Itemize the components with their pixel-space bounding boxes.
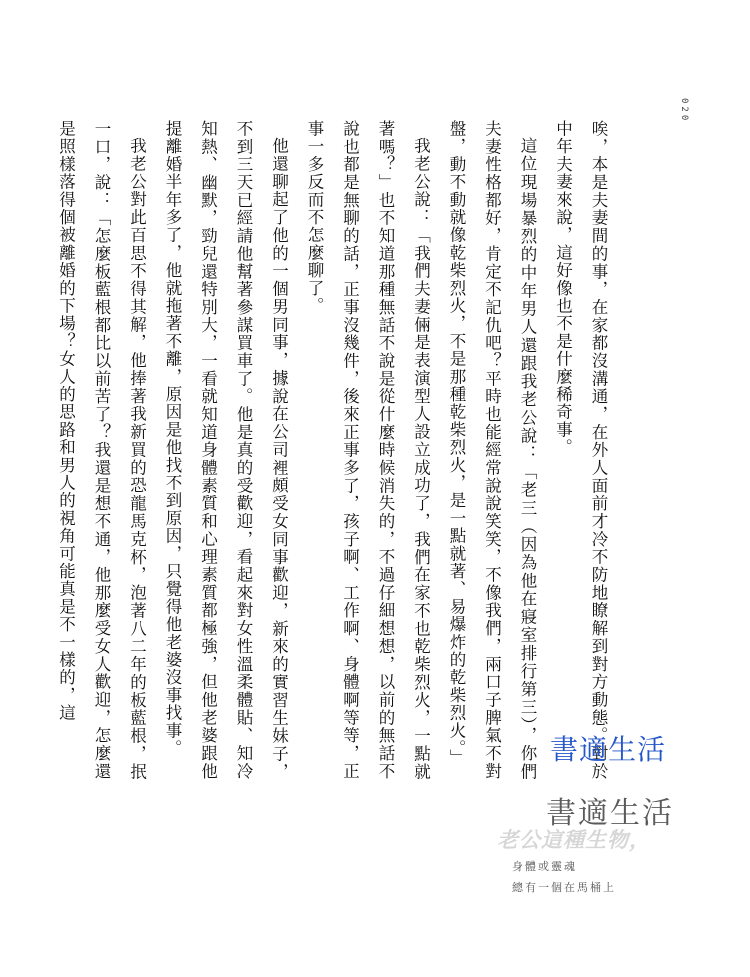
book-title: 老公這種生物， (497, 828, 651, 852)
paragraph: 這位現場暴烈的中年男人還跟我老公說：「老三（因為他在寢室排行第三），你們夫妻性格都好，肯定不記仇吧？平時也能經常說說笑笑，不像我們，兩口子脾氣不對盤，動不動就像乾柴烈火，不是那種乾柴烈火，是一點就著、易爆炸的乾柴烈火。」 (447, 120, 537, 780)
paragraph: 唉，本是夫妻間的事，在家都沒溝通，在外人面前才冷不防地瞭解到對方動態。對於中年夫妻來說，這好像也不是什麼稀奇事。 (553, 120, 608, 780)
watermark-gray: 書適生活 (546, 796, 674, 831)
body-text (56, 120, 616, 780)
paragraph: 我老公說：「我們夫妻倆是表演型人設立成功了，我們在家不也乾柴烈火，一點就著嗎？」也不知道那種無話不說是從什麼時候消失的，不過仔細想想，以前的無話不說也都是無聊的話，正事沒幾件，後來正事多了，孩子啊、工作啊、身體啊等等，正事一多反而不怎麼聊了。 (305, 120, 431, 780)
book-subtitle-line-2: 總有一個在馬桶上 (512, 881, 616, 894)
page-number: 020 (679, 98, 689, 124)
paragraph: 我老公對此百思不得其解，他捧著我新買的恐龍馬克杯，泡著八二年的板藍根，抿一口，說：「怎麼板藍根都比以前苦了？我還是想不通，他那麼受女人歡迎，怎麼還是照樣落得個被離婚的下場？女人的思路和男人的視角可能真是不一樣的，這 (56, 120, 147, 780)
watermark-blue: 書適生活 (550, 733, 667, 766)
book-subtitle-line-1: 身體或靈魂 (512, 860, 577, 873)
paragraph: 他還聊起了他的一個男同事，據說在公司裡頗受女同事歡迎，新來的實習生妹子，不到三天已經請他幫著參謀買車了。他是真的受歡迎，看起來對女性溫柔體貼、知冷知熱、幽默，勁兒還特別大，一看就知道身體素質和心理素質都極強，但他老婆跟他提離婚半年多了，他就拖著不離，原因是他找不到原因，只覺得他老婆沒事找事。 (163, 120, 289, 780)
